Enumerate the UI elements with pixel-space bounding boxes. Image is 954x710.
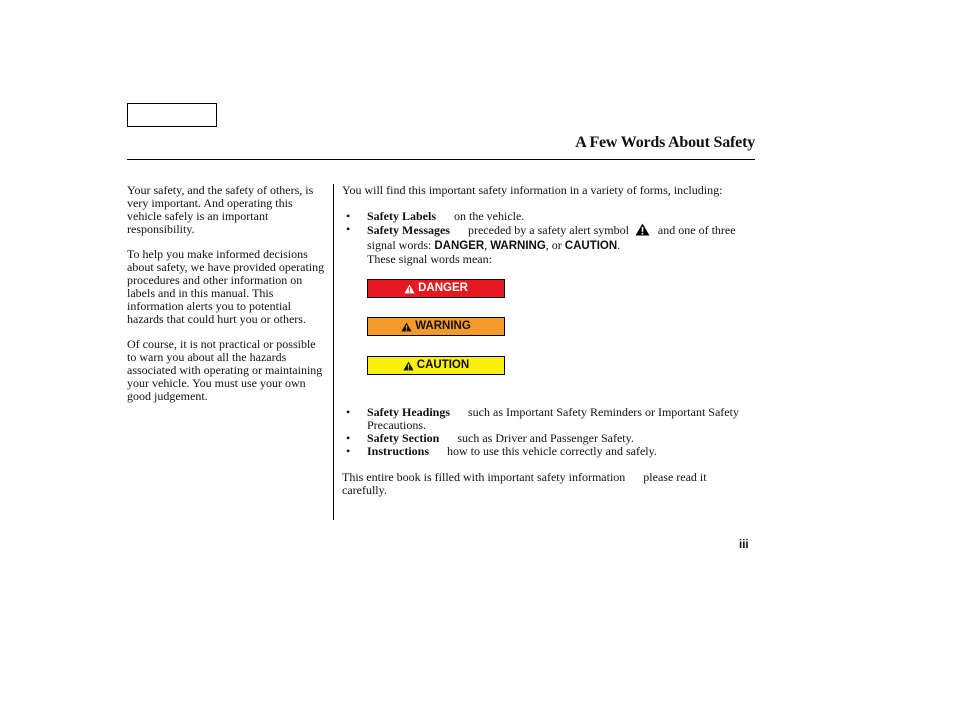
bullet-list-top: [342, 210, 754, 266]
bullet-dot: •: [346, 431, 351, 445]
bullet-dot: •: [346, 222, 351, 236]
bullet-dot: •: [346, 209, 351, 223]
section-tab-box: [127, 103, 217, 127]
bullet-dot: •: [346, 444, 351, 458]
closing-text-part1: This entire book is filled with important safety information: [342, 470, 626, 484]
left-paragraph-1: Your safety, and the safety of others, is very important. And operating this vehicle safely is an important responsibility.: [127, 183, 314, 236]
left-paragraph-2: To help you make informed decisions about safety, we have provided operating procedures and other information on labels and in this manual. This information alerts you to potential hazards that could hurt you or others.: [127, 247, 325, 326]
alert-icon: [404, 284, 415, 294]
signal-word-warning: WARNING: [490, 240, 546, 252]
left-column: [127, 184, 327, 415]
right-column: [342, 184, 754, 497]
bullet-text: on the vehicle.: [454, 209, 525, 223]
signal-word-danger: DANGER: [434, 240, 485, 252]
bullet-item-safety-messages: [342, 223, 754, 266]
signal-label-text: DANGER: [418, 282, 468, 294]
bullet-term: Safety Labels: [367, 209, 436, 223]
signal-word-caution: CAUTION: [564, 240, 618, 252]
page-number: iii: [739, 539, 749, 551]
signal-end: .: [617, 238, 621, 252]
alert-icon: [403, 361, 414, 371]
column-divider: [333, 184, 334, 520]
bullet-dot: •: [346, 405, 351, 419]
bullet-text: such as Important Safety Reminders or Important Safety Precautions.: [367, 405, 739, 432]
page-title: A Few Words About Safety: [575, 134, 755, 151]
alert-icon: [401, 322, 412, 332]
bullet-item-safety-headings: [342, 406, 754, 432]
signal-label-warning: [367, 317, 505, 336]
safety-alert-triangle-icon: [635, 223, 650, 239]
signal-sep: , or: [545, 238, 562, 252]
bullet-text-after-icon: and one of three signal words:: [367, 223, 736, 252]
signal-sep: ,: [484, 238, 488, 252]
closing-text-part2: please read it carefully.: [342, 470, 707, 497]
bullet-item-instructions: [342, 445, 754, 458]
bullet-term: Safety Headings: [367, 405, 451, 419]
closing-paragraph: [342, 471, 754, 497]
left-paragraph-3: Of course, it is not practical or possible to warn you about all the hazards associated with operating or maintaining your vehicle. You must use your own good judgement.: [127, 337, 323, 403]
signal-label-text: CAUTION: [416, 359, 470, 371]
bullet-text: how to use this vehicle correctly and safely.: [447, 444, 657, 458]
signal-label-caution: [367, 356, 505, 375]
bullet-text: such as Driver and Passenger Safety.: [457, 431, 634, 445]
bullet-term: Safety Section: [367, 431, 440, 445]
bullet-list-bottom: [342, 406, 754, 458]
intro-paragraph: You will find this important safety information in a variety of forms, including:: [342, 183, 723, 197]
bullet-item-safety-labels: [342, 210, 754, 223]
title-rule: [127, 159, 755, 160]
signal-words-mean: These signal words mean:: [367, 252, 492, 266]
signal-label-danger: [367, 279, 505, 298]
signal-labels: [342, 266, 754, 399]
bullet-term: Safety Messages: [367, 223, 450, 237]
bullet-text: preceded by a safety alert symbol: [467, 223, 629, 237]
bullet-term: Instructions: [367, 444, 430, 458]
signal-label-text: WARNING: [415, 320, 471, 332]
